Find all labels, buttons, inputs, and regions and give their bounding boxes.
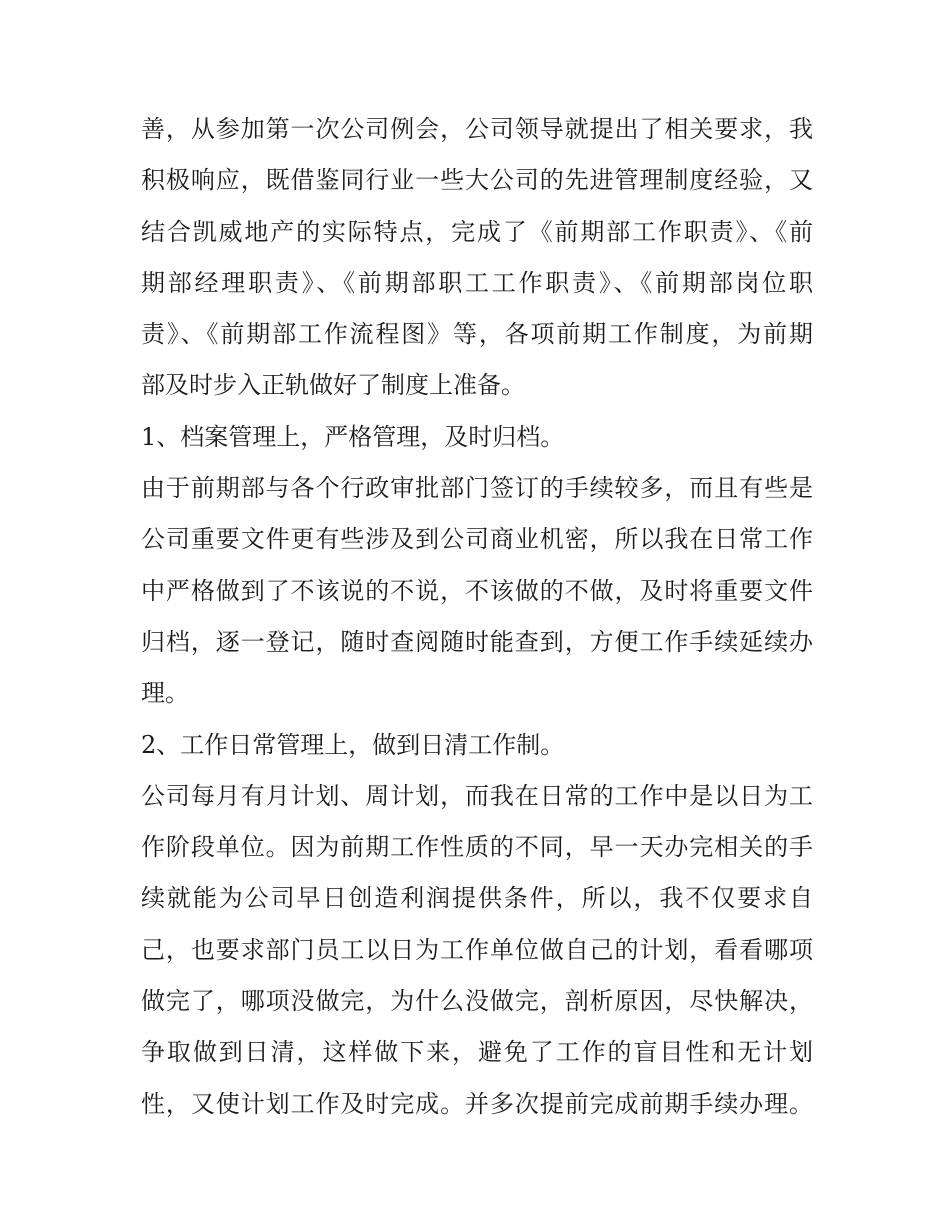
- text-line: 争取做到日清，这样做下来，避免了工作的盲目性和无计划: [141, 1038, 813, 1067]
- text-line: 续就能为公司早日创造利润提供条件，所以，我不仅要求自: [141, 884, 813, 913]
- text-line: 结合凯威地产的实际特点，完成了《前期部工作职责》、《前: [141, 217, 813, 246]
- text-line: 己，也要求部门员工以日为工作单位做自己的计划，看看哪项: [141, 935, 813, 964]
- text-line: 公司重要文件更有些涉及到公司商业机密，所以我在日常工作: [141, 525, 813, 554]
- text-line: 中严格做到了不该说的不说，不该做的不做，及时将重要文件: [141, 576, 813, 605]
- text-line: 期部经理职责》、《前期部职工工作职责》、《前期部岗位职: [141, 268, 813, 297]
- section-heading: 2、工作日常管理上，做到日清工作制。: [141, 730, 565, 759]
- section-heading: 1、档案管理上，严格管理，及时归档。: [141, 422, 565, 451]
- text-line: 部及时步入正轨做好了制度上准备。: [141, 371, 525, 400]
- text-line: 归档，逐一登记，随时查阅随时能查到，方便工作手续延续办: [141, 627, 813, 656]
- text-line: 积极响应，既借鉴同行业一些大公司的先进管理制度经验，又: [141, 166, 813, 195]
- text-line: 由于前期部与各个行政审批部门签订的手续较多，而且有些是: [141, 474, 813, 503]
- text-line: 善，从参加第一次公司例会，公司领导就提出了相关要求，我: [141, 115, 813, 143]
- text-line: 理。: [141, 679, 189, 708]
- body-text: [141, 104, 813, 1130]
- text-line: 公司每月有月计划、周计划，而我在日常的工作中是以日为工: [141, 781, 813, 810]
- text-line: 作阶段单位。因为前期工作性质的不同，早一天办完相关的手: [141, 833, 813, 862]
- text-line: 责》、《前期部工作流程图》等，各项前期工作制度，为前期: [141, 320, 813, 349]
- text-line: 做完了，哪项没做完，为什么没做完，剖析原因，尽快解决，: [141, 987, 813, 1016]
- text-line: 性，又使计划工作及时完成。并多次提前完成前期手续办理。: [141, 1089, 813, 1118]
